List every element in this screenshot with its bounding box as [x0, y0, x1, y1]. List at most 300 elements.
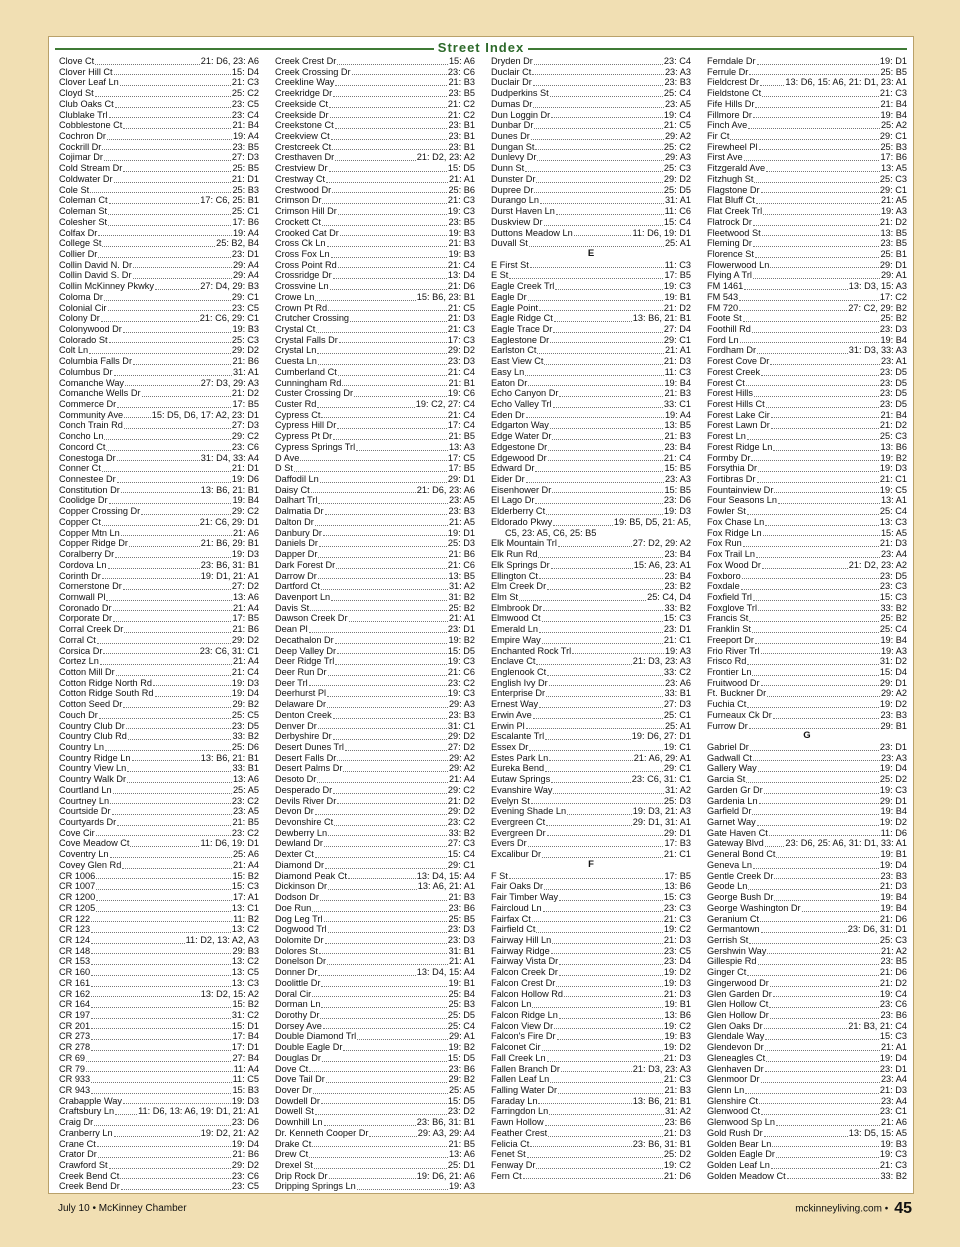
map-reference: 19: C3 — [663, 281, 691, 292]
map-reference: 25: C4, D4 — [647, 591, 691, 602]
index-entry — [275, 281, 475, 292]
dot-leader — [758, 963, 880, 965]
dot-leader — [754, 181, 878, 183]
map-reference: 13: A6 — [448, 1149, 475, 1160]
index-entry — [59, 1171, 259, 1182]
street-name: Geode Ln — [707, 881, 748, 892]
index-entry — [491, 1074, 691, 1085]
street-name: Crossvine Ln — [275, 281, 329, 292]
street-name: Comanche Way — [59, 377, 125, 388]
dot-leader — [324, 1124, 416, 1126]
map-reference: 23: C6 — [231, 1170, 259, 1181]
map-reference: 19: C6 — [447, 388, 475, 399]
street-name: Ferndale Dr — [707, 56, 756, 66]
dot-leader — [122, 867, 232, 869]
map-reference: 23: A3 — [880, 752, 907, 763]
map-reference: 13: D4, 15: A4 — [416, 870, 475, 881]
street-name: Durst Haven Ln — [491, 206, 555, 217]
dot-leader — [110, 802, 231, 804]
index-entry — [275, 549, 475, 560]
index-entry — [707, 592, 907, 603]
map-reference: 17: C5 — [447, 452, 475, 463]
street-name: Frio River Trl — [707, 645, 760, 656]
map-reference: 23: A5 — [232, 806, 259, 817]
map-reference: 29: D1, 31: A1 — [632, 817, 691, 828]
index-entry — [275, 99, 475, 110]
index-entry — [275, 785, 475, 796]
index-entry — [59, 538, 259, 549]
street-name: Eureka Bend — [491, 763, 545, 774]
dot-leader — [329, 1177, 416, 1179]
street-name: Courtney Ln — [59, 795, 110, 806]
street-name: Gate Haven Ct — [707, 827, 768, 838]
index-entry — [491, 935, 691, 946]
map-reference: 23: B4 — [664, 570, 691, 581]
map-reference: 11: D6, 13: A6, 19: D1, 21: A1 — [138, 1106, 259, 1117]
dot-leader — [572, 652, 664, 654]
dot-leader — [91, 1049, 231, 1051]
map-reference: 19: B4 — [880, 892, 907, 903]
map-reference: 21: C6 — [447, 559, 475, 570]
dot-leader — [369, 1135, 416, 1137]
street-name: Columbus Dr — [59, 366, 113, 377]
index-entry — [59, 303, 259, 314]
map-reference: 15: D4 — [231, 66, 259, 77]
map-reference: 17: B4 — [232, 1031, 259, 1042]
dot-leader — [96, 877, 231, 879]
street-name: Dewland Dr — [275, 838, 323, 849]
index-entry — [491, 1096, 691, 1107]
map-reference: 29: D2 — [231, 1160, 259, 1171]
street-name: Finch Ave — [707, 120, 748, 131]
dot-leader — [763, 534, 880, 536]
street-name: Fillmore Dr — [707, 109, 752, 120]
street-name: Eagle Dr — [491, 291, 527, 302]
street-name: Commerce Dr — [59, 399, 117, 409]
index-entry — [59, 956, 259, 967]
dot-leader — [325, 513, 448, 515]
index-entry — [275, 410, 475, 421]
map-reference: 13: B6 — [664, 1009, 691, 1020]
dot-leader — [155, 695, 231, 697]
map-reference: 31: A2 — [664, 784, 691, 795]
index-entry — [707, 1128, 907, 1139]
index-entry — [707, 485, 907, 496]
street-name: CR 1205 — [59, 902, 96, 913]
map-reference: 21: D3 — [663, 988, 691, 999]
index-entry — [275, 881, 475, 892]
index-entry — [59, 217, 259, 228]
map-reference: 27: D4, 29: B3 — [200, 281, 259, 292]
map-reference: 29: D2 — [231, 345, 259, 356]
map-reference: 23: D4 — [663, 956, 691, 967]
index-entry — [59, 581, 259, 592]
map-reference: 19: A4 — [232, 131, 259, 142]
street-name: Covey Glen Rd — [59, 859, 122, 870]
street-name: CR 160 — [59, 967, 91, 978]
dot-leader — [334, 824, 447, 826]
map-reference: 25: B5 — [880, 66, 907, 77]
dot-leader — [547, 1060, 663, 1062]
map-reference: 13: B5 — [448, 570, 475, 581]
map-reference: 29: A2 — [448, 763, 475, 774]
dot-leader — [114, 1135, 200, 1137]
index-entry — [491, 914, 691, 925]
street-name: College St — [59, 238, 102, 249]
map-reference: 23: C6, 31: C1 — [199, 645, 259, 656]
dot-leader — [319, 545, 447, 547]
map-reference: 23: A1 — [880, 356, 907, 367]
map-reference: 21: C3 — [663, 1074, 691, 1085]
dot-leader — [324, 845, 447, 847]
map-reference: 17: B6 — [232, 216, 259, 227]
street-name: Elderberry Ct — [491, 506, 546, 517]
dot-leader — [142, 395, 231, 397]
dot-leader — [766, 170, 880, 172]
map-reference: 23: C5 — [231, 98, 259, 109]
index-entry — [491, 88, 691, 99]
map-reference: 23: C6, 31: C1 — [631, 774, 691, 785]
index-entry — [707, 152, 907, 163]
street-name: Dun Loggin Dr — [491, 109, 551, 120]
map-reference: 23: B1 — [448, 131, 475, 142]
index-entry — [59, 1031, 259, 1042]
dot-leader — [107, 138, 232, 140]
dot-leader — [759, 802, 879, 804]
street-name: Gerrish St — [707, 934, 749, 945]
dot-leader — [765, 845, 785, 847]
map-reference: 29: C1 — [663, 763, 691, 774]
map-reference: 25: D1 — [447, 1160, 475, 1171]
street-name: Fox Trail Ln — [707, 549, 755, 560]
index-entry — [707, 324, 907, 335]
index-entry — [59, 914, 259, 925]
dot-leader — [321, 1006, 447, 1008]
index-entry — [59, 67, 259, 78]
index-entry — [275, 796, 475, 807]
index-entry — [707, 549, 907, 560]
dot-leader — [109, 502, 232, 504]
dot-leader — [561, 1070, 632, 1072]
index-entry — [707, 881, 907, 892]
street-name: Cold Stream Dr — [59, 163, 123, 174]
map-reference: 21: C3 — [663, 913, 691, 924]
map-reference: 29: C2 — [231, 431, 259, 442]
street-name: Copper Ct — [59, 516, 101, 527]
dot-leader — [542, 620, 663, 622]
dot-leader — [125, 384, 200, 386]
map-reference: 19: B4 — [880, 109, 907, 120]
dot-leader — [327, 963, 448, 965]
dot-leader — [114, 181, 231, 183]
street-name: Darrow Dr — [275, 570, 317, 581]
dot-leader — [750, 749, 879, 751]
dot-leader — [534, 63, 663, 65]
dot-leader — [552, 438, 663, 440]
street-name: Fife Hills Dr — [707, 98, 755, 109]
index-entry — [491, 506, 691, 517]
dot-leader — [90, 191, 231, 193]
index-entry — [275, 624, 475, 635]
map-reference: 23: B6 — [880, 1009, 907, 1020]
map-reference: 23: D5 — [879, 388, 907, 399]
dot-leader — [321, 985, 447, 987]
index-entry — [707, 431, 907, 442]
map-reference: 23: B5 — [880, 238, 907, 249]
index-entry — [491, 1139, 691, 1150]
index-entry — [59, 313, 259, 324]
dot-leader — [153, 684, 231, 686]
dot-leader — [519, 599, 646, 601]
dot-leader — [774, 899, 879, 901]
index-entry — [275, 538, 475, 549]
street-name: CR 164 — [59, 999, 91, 1010]
index-entry — [707, 228, 907, 239]
map-reference: 23: A5 — [664, 98, 691, 109]
street-name: Clover Hill Ct — [59, 66, 113, 77]
dot-leader — [761, 374, 879, 376]
index-entry — [491, 978, 691, 989]
index-entry — [707, 999, 907, 1010]
dot-leader — [310, 609, 447, 611]
dot-leader — [523, 1177, 663, 1179]
dot-leader — [114, 73, 231, 75]
index-entry — [59, 185, 259, 196]
dot-leader — [762, 234, 880, 236]
map-reference: 31: D4, 33: A4 — [200, 452, 259, 463]
dot-leader — [335, 663, 447, 665]
street-name: Fair Timber Way — [491, 892, 559, 903]
dot-leader — [553, 792, 663, 794]
dot-leader — [294, 470, 448, 472]
index-entry — [491, 260, 691, 271]
street-name: Cochron Dr — [59, 131, 106, 142]
map-reference: 23: B5 — [448, 88, 475, 99]
street-name: Freeport Dr — [707, 634, 754, 645]
map-reference: 23: B5 — [232, 141, 259, 152]
street-name: Clublake Trl — [59, 109, 108, 120]
index-entry — [491, 967, 691, 978]
section-letter: G — [803, 730, 811, 742]
index-entry — [59, 260, 259, 271]
map-reference: 11: C6 — [664, 206, 691, 217]
index-entry — [275, 699, 475, 710]
index-entry — [275, 399, 475, 410]
index-entry — [707, 110, 907, 121]
street-name: E First St — [491, 259, 529, 270]
dot-leader — [744, 288, 848, 290]
map-reference: 29: C1 — [231, 291, 259, 302]
index-entry — [707, 1096, 907, 1107]
index-entry — [491, 989, 691, 1000]
index-entry — [275, 270, 475, 281]
index-column-4 — [707, 56, 907, 1181]
dot-leader — [127, 770, 231, 772]
index-entry — [707, 967, 907, 978]
dot-leader — [319, 952, 448, 954]
index-entry — [59, 345, 259, 356]
index-entry — [707, 495, 907, 506]
street-name: Glen Garden Dr — [707, 988, 772, 999]
map-reference: 21: D1 — [231, 173, 259, 184]
map-reference: 27: D4 — [663, 323, 691, 334]
map-reference: 21: D2 — [879, 216, 907, 227]
index-entry — [707, 1031, 907, 1042]
street-name: Dupree Dr — [491, 184, 534, 195]
map-reference: 29: B2 — [232, 699, 259, 710]
dot-leader — [99, 717, 231, 719]
index-entry — [275, 721, 475, 732]
index-entry — [59, 667, 259, 678]
index-entry — [275, 946, 475, 957]
map-reference: 21: A6, 29: A1 — [633, 752, 691, 763]
index-entry — [275, 1117, 475, 1128]
index-entry — [707, 1085, 907, 1096]
street-name: Dawson Creek Dr — [275, 613, 348, 624]
index-entry — [491, 635, 691, 646]
index-entry — [59, 420, 259, 431]
street-name: Fairfax Ct — [491, 913, 531, 924]
index-entry — [59, 131, 259, 142]
map-reference: 19: D6 — [231, 474, 259, 485]
dot-leader — [318, 502, 448, 504]
dot-leader — [132, 759, 200, 761]
index-entry — [275, 603, 475, 614]
map-reference: 25: C3 — [879, 431, 907, 442]
street-name: Cotton Seed Dr — [59, 699, 123, 710]
map-reference: 19: D3 — [231, 549, 259, 560]
street-name: Cornerstone Dr — [59, 581, 122, 592]
street-name: Doolittle Dr — [275, 977, 321, 988]
index-entry — [491, 399, 691, 410]
street-name: Gallery Way — [707, 763, 757, 774]
index-entry — [707, 260, 907, 271]
dot-leader — [300, 459, 447, 461]
index-entry — [491, 356, 691, 367]
map-reference: 17: D1 — [231, 1042, 259, 1053]
dot-leader — [343, 1049, 447, 1051]
street-name: Collin David S. Dr — [59, 270, 132, 281]
index-entry — [59, 292, 259, 303]
map-reference: 23: B6, 31: B1 — [416, 1117, 475, 1128]
street-name: Dalhart Trl — [275, 495, 318, 506]
dot-leader — [96, 834, 231, 836]
index-entry — [275, 185, 475, 196]
dot-leader — [764, 1027, 848, 1029]
street-name: Fairway Vista Dr — [491, 956, 559, 967]
map-reference: 23: B2 — [664, 581, 691, 592]
dot-leader — [543, 609, 663, 611]
street-name: Duvall St — [491, 238, 528, 249]
street-name: Feather Crest — [491, 1127, 548, 1138]
map-reference: 25: B6 — [448, 184, 475, 195]
index-entry — [275, 431, 475, 442]
dot-leader — [756, 556, 880, 558]
map-reference: 23: A4 — [880, 549, 907, 560]
dot-leader — [104, 299, 231, 301]
dot-leader — [335, 642, 448, 644]
index-entry — [275, 528, 475, 539]
map-reference: 15: C3 — [231, 881, 259, 892]
street-name: Flat Creek Trl — [707, 206, 763, 217]
map-reference: 19: C4 — [663, 109, 691, 120]
dot-leader — [567, 813, 632, 815]
index-entry — [275, 174, 475, 185]
map-reference: 21: D2 — [663, 302, 691, 313]
map-reference: 21: C3 — [879, 88, 907, 99]
street-name: Dolores St — [275, 945, 318, 956]
map-reference: 21: C1 — [663, 849, 691, 860]
dot-leader — [127, 781, 232, 783]
index-entry — [707, 163, 907, 174]
street-name: Cotton Ridge North Rd — [59, 677, 152, 688]
street-name: Earlston Ct — [491, 345, 537, 356]
dot-leader — [543, 910, 663, 912]
street-name: Fall Creek Ln — [491, 1052, 546, 1063]
street-name: Durango Ln — [491, 195, 540, 206]
dot-leader — [730, 138, 878, 140]
map-reference: 11: D6, 19: D1 — [200, 838, 259, 849]
dot-leader — [98, 234, 232, 236]
index-entry — [59, 474, 259, 485]
street-name: Dewberry Ln — [275, 827, 328, 838]
dot-leader — [749, 727, 880, 729]
dot-leader — [753, 277, 880, 279]
dot-leader — [109, 1167, 231, 1169]
index-entry — [707, 238, 907, 249]
map-reference: 13: C3 — [879, 516, 907, 527]
map-reference: 17: C4 — [447, 420, 475, 431]
map-reference: 15: B5 — [664, 484, 691, 495]
street-name: Cranberry Ln — [59, 1127, 113, 1138]
map-reference: 13: D2, 15: A2 — [200, 988, 259, 999]
dot-leader — [352, 73, 447, 75]
dot-leader — [747, 706, 879, 708]
map-reference: 23: D1 — [879, 742, 907, 752]
street-name: Country View Ln — [59, 763, 127, 774]
index-entry — [59, 710, 259, 721]
index-entry — [707, 77, 907, 88]
dot-leader — [767, 952, 880, 954]
index-entry — [491, 828, 691, 839]
index-entry — [59, 656, 259, 667]
index-entry — [275, 1181, 475, 1192]
map-reference: 19: D1 — [879, 56, 907, 66]
dot-leader — [551, 952, 663, 954]
street-name: Forest Ln — [707, 431, 746, 442]
map-reference: 31: C2 — [231, 1009, 259, 1020]
street-name: Garfield Dr — [707, 806, 752, 817]
dot-leader — [765, 1070, 879, 1072]
street-name: Desperado Dr — [275, 784, 333, 795]
street-name: Fawn Hollow — [491, 1117, 544, 1128]
index-entry — [59, 1042, 259, 1053]
street-name: Downhill Ln — [275, 1117, 323, 1128]
dot-leader — [336, 567, 447, 569]
map-reference: 19: A3 — [664, 645, 691, 656]
street-name: Crestway Ct — [275, 173, 326, 184]
map-reference: 25: D2 — [879, 774, 907, 785]
street-name: Eaton Dr — [491, 377, 528, 388]
index-entry — [707, 88, 907, 99]
index-entry — [707, 678, 907, 689]
street-name: Crystal Ln — [275, 345, 317, 356]
index-entry — [491, 1010, 691, 1021]
map-reference: 21: C2 — [447, 98, 475, 109]
map-reference: 23: A3 — [664, 66, 691, 77]
dot-leader — [753, 867, 879, 869]
index-entry — [491, 603, 691, 614]
